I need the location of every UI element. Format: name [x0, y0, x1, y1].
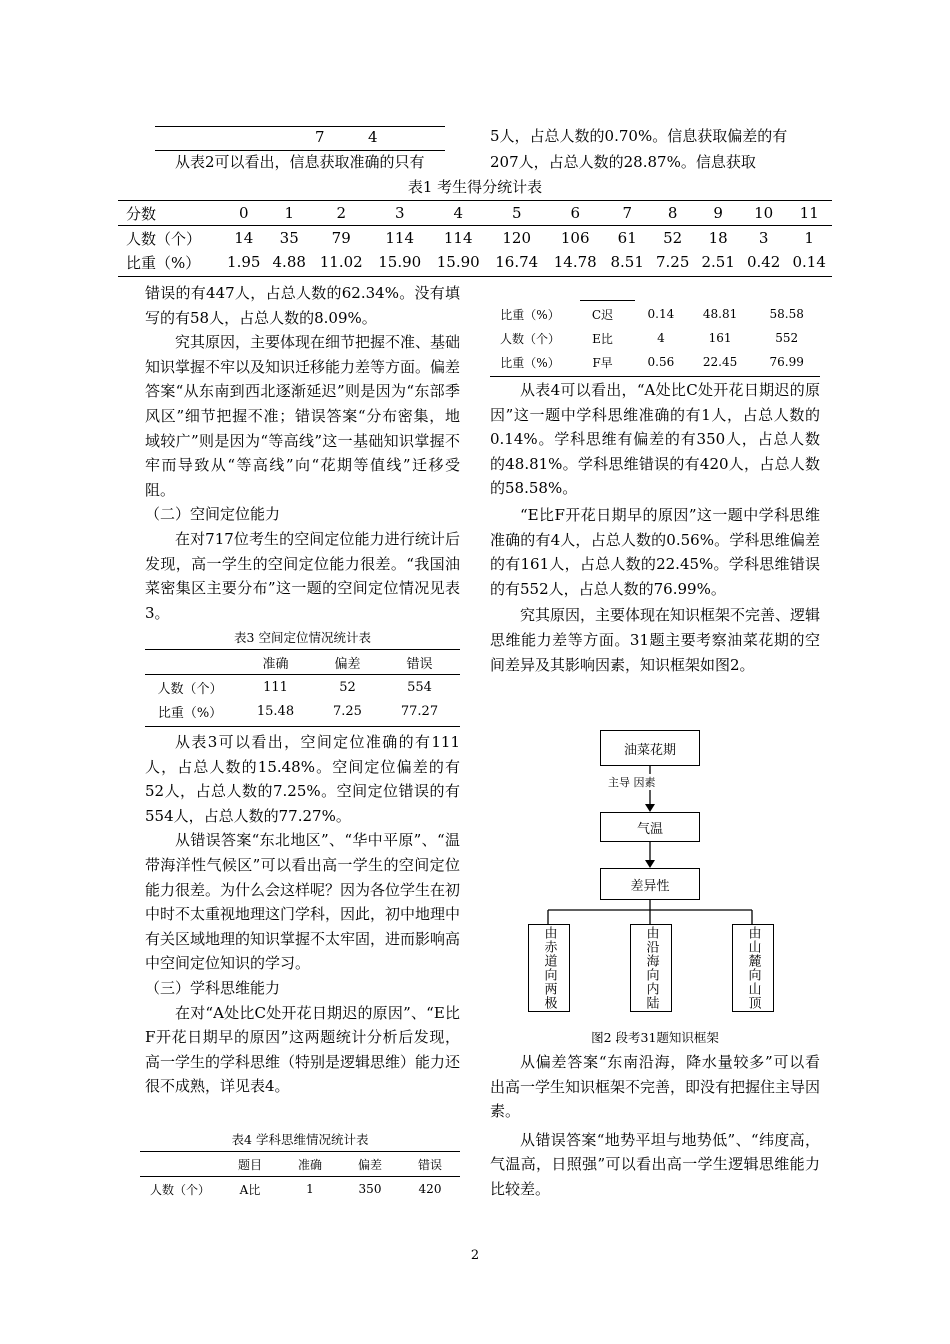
table1-cell: 14	[234, 229, 254, 247]
figure2-caption: 图2 段考31题知识框架	[591, 1030, 719, 1045]
table4-cell: E比	[592, 331, 613, 346]
table4-row	[140, 1177, 460, 1202]
table1-header-cell: 2	[336, 204, 346, 222]
table4-continued	[490, 302, 820, 374]
table3-cell: 15.48	[256, 703, 295, 719]
table1-cell: 52	[663, 229, 683, 247]
fragment-cell-4: 4	[368, 128, 378, 146]
table3-row	[145, 675, 460, 700]
left-paragraph: 在对717位考生的空间定位能力进行统计后发现，高一学生的空间定位能力很差。“我国油菜密集区主要分布”这一题的空间定位情况见表3。	[145, 529, 460, 622]
table4-cell: 22.45	[702, 355, 738, 369]
left-paragraph: 从表3可以看出，空间定位准确的有111人，占总人数的15.48%。空间定位偏差的有52人，占总人数的7.25%。空间定位错误的有554人，占总人数的77.27%。	[145, 733, 460, 825]
table1-cell: 0.42	[746, 253, 781, 271]
table3-cell: 人数（个）	[157, 681, 223, 697]
table4-row	[490, 326, 820, 350]
table4	[140, 1152, 460, 1201]
table3-cell: 554	[407, 679, 432, 695]
table4-cell: C迟	[591, 307, 614, 322]
table1-cell: 比重（%）	[126, 253, 201, 272]
table1-cell: 2.51	[701, 253, 735, 271]
left-paragraph: 究其原因，主要体现在细节把握不准、基础知识掌握不牢以及知识迁移能力差等方面。偏差答案“从东南到西北逐渐延迟”则是因为“东部季风区”细节把握不准；错误答案“分布密集，地域较广”则是因为“等高线”这一基础知识掌握不牢而导致从“等高线”向“花期等值线”迁移受阻。	[145, 333, 461, 499]
table1-header-cell: 0	[238, 204, 249, 222]
table4-cell: A比	[239, 1182, 261, 1197]
table1-header-cell: 10	[754, 204, 774, 222]
table1-header-cell: 9	[713, 204, 723, 222]
table4-row	[490, 302, 820, 326]
table4-caption: 表4 学科思维情况统计表	[231, 1132, 369, 1147]
table1-cell: 人数（个）	[126, 229, 202, 248]
table1-row	[118, 250, 832, 274]
table1-cell: 4.88	[272, 253, 306, 271]
left-column-2	[145, 730, 460, 1099]
table3-header-row	[145, 650, 460, 675]
left-paragraph: 从错误答案“东北地区”、“华中平原”、“温带海洋性气候区”可以看出高一学生的空间定位能力很差。为什么会这样呢？因为各位学生在初中时不太重视地理这门学科，因此，初中地理中有关区域地理的知识掌握不太牢固，进而影响高中空间定位知识的学习。	[145, 831, 461, 973]
table1-header-cell: 11	[799, 204, 819, 222]
table1-cell: 114	[443, 229, 473, 247]
table4-header-cell: 偏差	[357, 1157, 382, 1172]
right-paragraph: 究其原因，主要体现在知识框架不完善、逻辑思维能力差等方面。31题主要考察油菜花期的空间差异及其影响因素，知识框架如图2。	[490, 606, 821, 674]
left-paragraph: 在对“A处比C处开花日期迟的原因”、“E比F开花日期早的原因”这两题统计分析后发现，高一学生的学科思维（特别是逻辑思维）能力还很不成熟，详见表4。	[145, 1003, 461, 1096]
table4-cell: 0.14	[647, 307, 675, 321]
table4-cell: 人数（个）	[499, 331, 560, 346]
figure2-leaf: 由沿海向内陆	[630, 924, 672, 1012]
table1-cell: 79	[331, 229, 351, 247]
right-paragraph: 从错误答案“地势平坦与地势低”、“纬度高，气温高，日照强”可以看出高一学生逻辑思维能力比较差。	[490, 1130, 820, 1198]
table1-header-cell: 4	[453, 204, 463, 222]
table1-row	[118, 226, 832, 251]
table1-cell: 8.51	[610, 253, 644, 271]
right-paragraph: “E比F开花日期早的原因”这一题中学科思维准确的有4人，占总人数的0.56%。学科思维偏差的有161人，占总人数的22.45%。学科思维错误的有552人，占总人数的76.99%。	[490, 505, 820, 598]
table1-cell: 35	[279, 229, 299, 247]
table1-cell: 1.95	[227, 253, 261, 271]
table3-header-cell: 准确	[262, 656, 289, 672]
table1-header-cell: 6	[570, 204, 580, 222]
left-column	[145, 281, 460, 625]
table3-row	[145, 699, 460, 723]
table4-cell: 1	[306, 1182, 314, 1196]
table3-caption: 表3 空间定位情况统计表	[234, 630, 371, 645]
table1-cell: 18	[708, 229, 728, 247]
table1-cell: 15.90	[378, 253, 422, 271]
right-top-line-1: 5人，占总人数的0.70%。信息获取偏差的有	[490, 127, 788, 145]
table1-cell: 15.90	[436, 253, 480, 271]
table1-header-row	[118, 201, 832, 226]
table4-row	[490, 350, 820, 374]
table1-header-cell: 1	[284, 204, 294, 222]
table3	[145, 650, 460, 723]
table3-cell: 比重（%）	[157, 705, 223, 721]
table4-cell: 0.56	[647, 355, 675, 369]
figure2-node-top: 油菜花期	[600, 730, 700, 766]
table4-header-cell	[140, 1152, 220, 1177]
table1-cell: 11.02	[319, 253, 363, 271]
table1-cell: 16.74	[495, 253, 539, 271]
table3-header-cell: 偏差	[334, 656, 361, 672]
page-number: 2	[470, 1248, 480, 1263]
table3-header-cell	[145, 650, 235, 675]
table2-fragment	[155, 127, 445, 149]
table3-cell: 77.27	[400, 703, 439, 719]
table3-cell: 7.25	[333, 703, 362, 719]
table4-cell: 552	[775, 331, 799, 345]
table4-header-cell: 准确	[297, 1157, 322, 1172]
table1-cell: 61	[617, 229, 637, 247]
table3-cell: 111	[263, 679, 288, 695]
table1-cell: 3	[758, 229, 769, 247]
table4-cell: 58.58	[769, 307, 804, 321]
table4-header-cell: 题目	[237, 1157, 262, 1172]
table1-header-cell: 5	[511, 204, 522, 222]
table4-cell: 350	[358, 1182, 382, 1196]
left-paragraph: 错误的有447人，占总人数的62.34%。没有填写的有58人，占总人数的8.09%。	[145, 284, 460, 327]
table4-cell: 比重（%）	[500, 307, 560, 322]
left-top-line: 从表2可以看出，信息获取准确的只有	[175, 153, 425, 171]
table1-cell: 120	[502, 229, 532, 247]
table1-header-cell: 8	[667, 204, 678, 222]
table1-cell: 1	[804, 229, 814, 247]
table4-cell: 76.99	[769, 355, 804, 369]
figure2-leaf: 由山麓向山顶	[732, 924, 774, 1012]
right-top-line-2: 207人，占总人数的28.87%。信息获取	[490, 153, 756, 171]
table1-cell: 14.78	[553, 253, 597, 271]
table3-header-cell: 错误	[406, 656, 433, 672]
fragment-cell-7: 7	[315, 128, 325, 146]
table4-cell: F早	[592, 355, 613, 370]
table1-caption: 表1 考生得分统计表	[407, 178, 543, 196]
figure2-leaf: 由赤道向两极	[528, 924, 570, 1012]
table1-cell: 114	[385, 229, 415, 247]
right-paragraph: 从偏差答案“东南沿海，降水量较多”可以看出高一学生知识框架不完善，即没有把握住主导因素。	[490, 1053, 821, 1121]
table4-cell: 48.81	[702, 307, 738, 321]
table3-cell: 52	[339, 679, 356, 695]
section-heading: （二）空间定位能力	[145, 505, 281, 524]
right-paragraph: 从表4可以看出，“A处比C处开花日期迟的原因”这一题中学科思维准确的有1人，占总人数的0.14%。学科思维有偏差的有350人，占总人数的48.81%。学科思维错误的有420人，占总人数的58.58%。	[490, 381, 820, 498]
table4-header-cell: 错误	[417, 1157, 442, 1172]
right-column-2	[490, 1050, 820, 1202]
table1	[118, 201, 832, 274]
figure2	[490, 728, 820, 1050]
table1-cell: 0.14	[792, 253, 826, 271]
table4-cell: 161	[708, 331, 732, 345]
table1-cell: 7.25	[655, 253, 690, 271]
section-heading: （三）学科思维能力	[145, 978, 281, 997]
figure2-node-diff: 差异性	[600, 868, 700, 900]
table4-cell: 420	[418, 1182, 442, 1196]
figure2-node-temp: 气温	[600, 812, 700, 842]
table1-header-cell: 分数	[126, 204, 157, 223]
figure2-edge-label: 主导 因素	[608, 776, 656, 789]
table4-cell: 比重（%）	[500, 355, 560, 370]
right-column	[490, 378, 820, 677]
table1-header-cell: 7	[622, 204, 632, 222]
table1-cell: 106	[560, 229, 590, 247]
table1-header-cell: 3	[394, 204, 405, 222]
table4-header-row	[140, 1152, 460, 1177]
table4-cell: 人数（个）	[149, 1182, 210, 1197]
table4-cell: 4	[657, 331, 665, 345]
